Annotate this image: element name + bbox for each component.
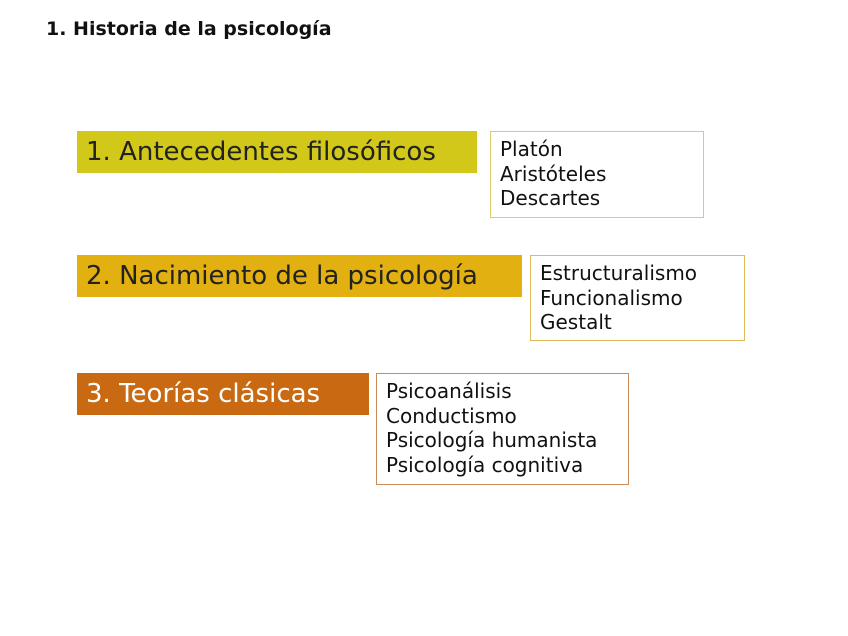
section-2-header: 2. Nacimiento de la psicología xyxy=(77,255,522,297)
section-3-header: 3. Teorías clásicas xyxy=(77,373,369,415)
section-1-items xyxy=(490,131,704,218)
section-1-header: 1. Antecedentes filosóficos xyxy=(77,131,477,173)
section-2-items xyxy=(530,255,745,341)
list-item: Platón xyxy=(500,137,563,161)
list-item: Psicología cognitiva xyxy=(386,452,584,477)
section-3-items xyxy=(376,373,629,485)
list-item: Descartes xyxy=(500,186,601,210)
list-item: Conductismo xyxy=(386,403,517,428)
list-item: Aristóteles xyxy=(500,161,607,186)
slide-title: 1. Historia de la psicología xyxy=(46,18,332,40)
list-item: Funcionalismo xyxy=(540,285,683,310)
list-item: Estructuralismo xyxy=(540,261,698,285)
list-item: Psicoanálisis xyxy=(386,379,512,403)
list-item: Psicología humanista xyxy=(386,428,598,452)
list-item: Gestalt xyxy=(540,310,612,334)
